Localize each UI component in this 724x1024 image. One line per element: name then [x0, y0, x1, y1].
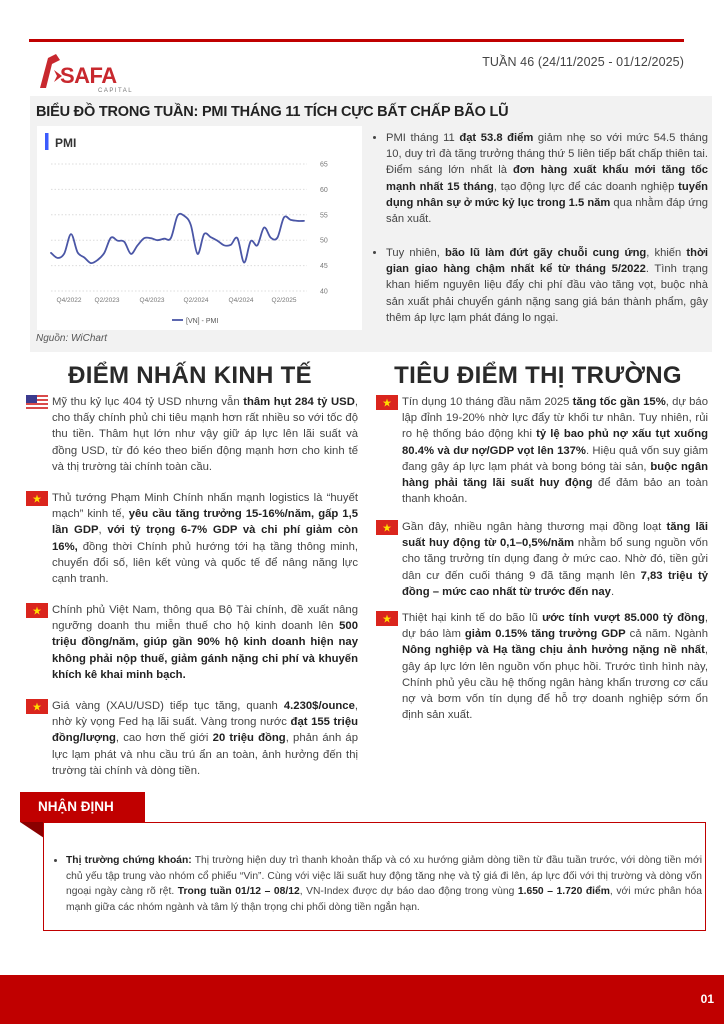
economy-item: [52, 602, 358, 683]
item-text: [52, 396, 358, 473]
y-tick-label: 40: [320, 288, 328, 296]
bold-text: thời gian giao hàng chậm nhất kể từ tháng 5/2022: [386, 247, 709, 276]
text-run: nhằm bổ sung nguồn vốn cho tăng trưởng tín dụng đang ở mức cao. Nhờ đó, tiền gửi dân cư đến cuối tháng 9 đã tăng mạnh lên: [402, 537, 708, 582]
text-run: .: [610, 585, 615, 598]
bold-text: yêu cầu tăng trưởng 15-16%/năm, gấp 1,5 lần GDP: [52, 508, 358, 537]
vn-flag-icon: [26, 491, 48, 506]
chart-bullet-2: [370, 245, 708, 326]
pmi-chart-panel: [37, 126, 362, 330]
bold-text: đạt 53.8 điểm: [459, 132, 534, 144]
text-run: , cao hơn thế giới: [115, 732, 213, 745]
us-flag-icon: [26, 395, 48, 410]
text-run: , dự báo làm: [402, 612, 708, 641]
bold-text: thâm hụt 284 tỷ USD: [243, 396, 355, 408]
text-run: PMI tháng 11: [386, 132, 460, 144]
economy-item: [52, 394, 358, 475]
bold-text: tuyển dụng nhân sự ở mức kỷ lục trong 1.5 năm: [386, 180, 709, 209]
chart-title-bar: [45, 133, 49, 150]
week-label: TUẦN 46 (24/11/2025 - 01/12/2025): [482, 55, 684, 69]
item-text: [402, 612, 708, 721]
bold-text: 500 triệu đồng/năm, giúp gần 90% hộ kinh doanh hiện nay không phải nộp thuế, giảm gánh nặng chi phí và khuyến khích kê khai minh bạch.: [52, 620, 358, 681]
bold-text: Thị trường chứng khoán:: [66, 855, 192, 866]
vn-flag-icon: [376, 395, 398, 410]
logo-text: SAFA: [60, 63, 117, 88]
vn-flag-icon: [26, 699, 48, 714]
bold-text: buộc ngân hàng phải tăng lãi suất huy động: [402, 460, 709, 490]
text-run: Gần đây, nhiều ngân hàng thương mại đồng loạt: [402, 521, 667, 533]
text-run: Mỹ thu kỷ lục 404 tỷ USD nhưng vẫn: [52, 396, 244, 408]
text-run: . Hiệu quả vốn suy giảm đang gây áp lực lạm phát và bong bóng tài sản,: [402, 444, 708, 473]
text-run: , phản ánh áp lực lạm phát và nhu cầu trú ẩn an toàn, ảnh hưởng đến thị trường tài chính và dòng tiền.: [52, 732, 359, 777]
item-text: [52, 492, 358, 585]
item-text: [52, 604, 358, 681]
text-run: đồng thời Chính phủ hướng tới hạ tầng thông minh, chuyển đổi số, liên kết vùng và quốc tế để nâng năng lực cạnh tranh.: [52, 540, 358, 586]
text-run: Thiệt hại kinh tế do bão lũ: [402, 612, 543, 624]
text-run: , VN-Index được dự báo dao động trong vùng: [299, 886, 518, 898]
chart-bullet-1: [370, 130, 708, 227]
text-run: Thủ tướng Phạm Minh Chính nhấn mạnh logistics là “huyết mạch” kinh tế,: [52, 492, 358, 521]
market-heading: TIÊU ĐIỂM THỊ TRƯỜNG: [394, 362, 682, 389]
logo-subtext: CAPITAL: [98, 88, 134, 94]
text-run: . Tình trạng khan hiếm nguyên liệu đẩy chi phí đầu vào tăng vọt, buộc nhà sản xuất phải chuyển gánh nặng sang giá bán thành phẩm, gây thêm áp lực lạm phát đáng lo ngại.: [386, 263, 708, 324]
bold-text: tỷ lệ bao phủ nợ xấu tụt xuống 80.4% và dư nợ/GDP vọt lên 137%: [402, 428, 708, 457]
text-run: Tuy nhiên,: [386, 247, 445, 259]
bold-text: 20 triệu đồng: [212, 732, 286, 745]
text-run: Giá vàng (XAU/USD) tiếp tục tăng, quanh: [52, 700, 284, 712]
item-text: [402, 396, 708, 505]
text-run: Chính phủ Việt Nam, thông qua Bộ Tài chính, đề xuất nâng ngưỡng doanh thu miễn thuế cho hộ kinh doanh lên: [52, 604, 358, 633]
bold-text: bão lũ làm đứt gãy chuỗi cung ứng: [444, 247, 647, 259]
economy-item: [52, 490, 358, 587]
text-run: , gây áp lực lớn lên nguồn vốn phục hồi. Trước tình hình này, Chính phủ yêu cầu hệ thống ngân hàng khẩn trương cơ cấu nợ và bơm vốn tín dụng để hỗ trợ doanh nghiệp sớm ổn định sản xuất.: [402, 644, 708, 722]
economy-item: [52, 698, 358, 779]
market-item: [402, 610, 708, 723]
x-tick-label: Q4/2023: [139, 297, 165, 304]
y-tick-label: 65: [320, 161, 328, 169]
bold-text: tăng tốc gần 15%: [572, 396, 666, 408]
pmi-series-line: [51, 214, 304, 263]
text-run: ,: [98, 524, 108, 537]
y-tick-label: 55: [320, 212, 328, 220]
text-run: qua nhằm đáp ứng sản xuất.: [386, 196, 709, 226]
bold-text: tăng lãi suất huy động từ 0,1–0,5%/năm: [402, 521, 709, 550]
outlook-label: NHẬN ĐỊNH: [38, 799, 114, 814]
text-run: Thị trường hiện duy trì thanh khoản thấp và có xu hướng giảm dòng tiền từ đầu tuần trước, với dòng tiền mới chủ yếu tập trung vào nhóm cổ phiếu “Vin”. Cùng với việc lãi suất huy động tăng nhẹ và tỷ giá đi lên, áp lực đối với thị trường và dòng vốn ngoại ngày càng rõ rệt.: [66, 855, 702, 898]
text-run: giảm nhẹ so với mức 54.5 tháng 10, duy trì đà tăng trưởng tháng thứ 5 liên tiếp bất chấp thiên tai. Điểm sáng lớn nhất là: [386, 132, 708, 177]
bold-text: 4.230$/ounce: [283, 700, 355, 712]
vn-flag-icon: [376, 520, 398, 535]
text-run: , nhờ kỳ vọng Fed hạ lãi suất. Vàng trong nước: [52, 700, 358, 729]
market-item: [402, 394, 708, 507]
item-text: [402, 521, 708, 598]
bold-text: 1.650 – 1.720 điểm: [517, 886, 610, 898]
text-run: , dự báo lập đỉnh 19-20% nhờ lực đẩy từ khối tư nhân. Tuy nhiên, rủi ro hệ thống báo động khi: [402, 396, 708, 441]
text-run: , với mức phân hóa mạnh giữa các nhóm ngành và tâm lý thận trọng chi phối dòng tiền ngắn hạn.: [66, 886, 702, 913]
chart-source: Nguồn: WiChart: [36, 333, 108, 344]
bold-text: ước tính vượt 85.000 tỷ đồng: [542, 612, 705, 624]
chart-section-title: BIỂU ĐỒ TRONG TUẦN: PMI THÁNG 11 TÍCH CỰC BẤT CHẤP BÃO LŨ: [36, 104, 509, 120]
bold-text: đạt 155 triệu đồng/lượng: [52, 716, 359, 745]
text-run: cả năm. Ngành: [625, 628, 708, 641]
header-rule: [29, 39, 684, 42]
item-text: [52, 700, 358, 777]
x-tick-label: Q4/2024: [228, 297, 254, 304]
bold-text: Nông nghiệp và Hạ tầng chịu ảnh hưởng nặng nề nhất: [402, 644, 705, 657]
text-run: , cho thấy chính phủ chi tiêu mạnh hơn rất nhiều so với tốc độ thu tiền. Thâm hụt lớn như vậy giữ áp lực lên lãi suất và đồng USD, từ đó kéo theo biến động mạnh hơn cho kinh tế và thị trường tài chính toàn cầu.: [52, 396, 358, 473]
text-run: để đảm bảo an toàn thanh khoản.: [402, 477, 708, 506]
bold-text: đơn hàng xuất khẩu mới tăng tốc mạnh nhất 15 tháng: [386, 164, 708, 193]
vn-flag-icon: [26, 603, 48, 618]
x-tick-label: Q2/2024: [183, 297, 209, 304]
vn-flag-icon: [376, 611, 398, 626]
x-tick-label: Q4/2022: [56, 297, 82, 304]
bold-text: Trong tuần 01/12 – 08/12: [177, 886, 300, 898]
safa-capital-logo: [38, 50, 148, 94]
outlook-tab-fold: [20, 822, 44, 838]
y-tick-label: 45: [320, 263, 328, 271]
y-tick-label: 50: [320, 237, 328, 245]
bold-text: giảm 0.15% tăng trưởng GDP: [464, 628, 626, 641]
page-number: 01: [700, 992, 714, 1006]
outlook-bullet: [66, 853, 702, 915]
x-tick-label: Q2/2023: [94, 297, 120, 304]
legend-label: [VN] - PMI: [186, 318, 219, 325]
bullet-text: [386, 130, 708, 227]
pmi-chart: [37, 126, 362, 330]
x-tick-label: Q2/2025: [271, 297, 297, 304]
bullet-text: [386, 245, 708, 326]
economy-heading: ĐIỂM NHẤN KINH TẾ: [68, 362, 312, 389]
y-tick-label: 60: [320, 186, 328, 194]
text-run: Tín dụng 10 tháng đầu năm 2025: [402, 396, 573, 408]
bold-text: với tỷ trọng 6-7% GDP và chi phí giảm còn 16%,: [52, 524, 358, 553]
chart-title: PMI: [55, 136, 77, 150]
outlook-text: [52, 853, 702, 915]
text-run: , tạo động lực để các doanh nghiệp: [493, 180, 679, 193]
text-run: , khiến: [646, 247, 687, 259]
market-item: [402, 519, 708, 600]
bold-text: 7,83 triệu tỷ đồng – mức cao nhất từ trước đến nay: [402, 569, 708, 598]
logo-mark: [40, 54, 60, 88]
footer-bar: [0, 975, 724, 1024]
